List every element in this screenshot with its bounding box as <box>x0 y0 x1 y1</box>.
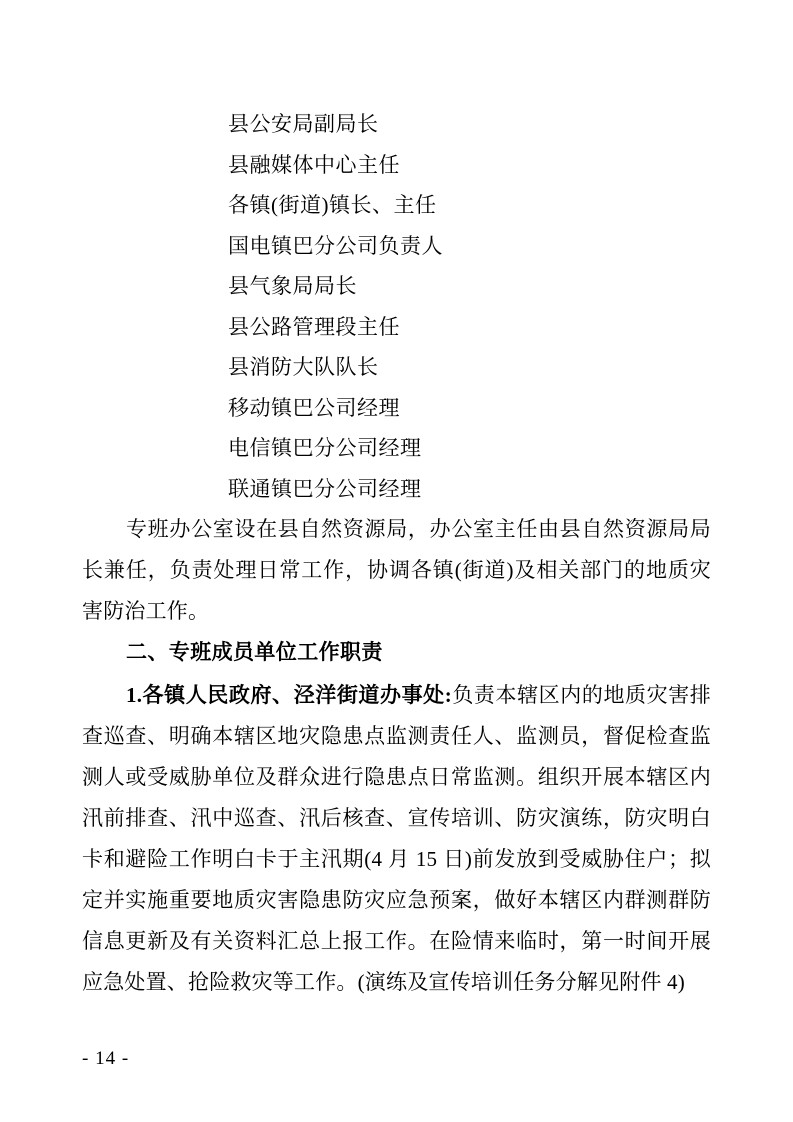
list-item: 移动镇巴公司经理 <box>228 395 400 420</box>
list-item: 各镇(街道)镇长、主任 <box>228 193 437 217</box>
list-item: 县公安局副局长 <box>228 112 379 136</box>
list-item: 国电镇巴分公司负责人 <box>228 233 443 258</box>
item-one-body: 负责本辖区内的地质灾害排查巡查、明确本辖区地灾隐患点监测责任人、监测员，督促检查监测人或受威胁单位及群众进行隐患点日常监测。组织开展本辖区内汛前排查、汛中巡查、汛后核查、宣传培训、防灾演练，防灾明白卡和避险工作明白卡于主汛期(4 月 15 日)前发放到受威胁住户；拟定并实施重要地质灾害隐患防灾应急预案，做好本辖区内群测群防信息更新及有关资料汇总上报工作。在险情来临时，第一时间开展应急处置、抢险救灾等工作。(演练及宣传培训任务分解见附件 4) <box>82 683 711 994</box>
list-item: 县融媒体中心主任 <box>228 152 400 177</box>
paragraph-office-setup: 专班办公室设在县自然资源局，办公室主任由县自然资源局局长兼任，负责处理日常工作，协调各镇(街道)及相关部门的地质灾害防治工作。 <box>82 517 711 623</box>
list-item: 联通镇巴分公司经理 <box>228 476 422 501</box>
list-item: 电信镇巴分公司经理 <box>228 436 422 460</box>
list-item: 县消防大队队长 <box>228 355 379 379</box>
roster-list <box>82 104 711 509</box>
list-item: 县公路管理段主任 <box>228 314 400 339</box>
section-heading-two: 二、专班成员单位工作职责 <box>126 640 383 664</box>
item-one-lead: 1.各镇人民政府、泾洋街道办事处: <box>126 683 452 707</box>
page-number: - 14 - <box>82 1048 130 1069</box>
list-item: 县气象局局长 <box>228 274 357 298</box>
paragraph-item-one <box>82 675 711 1003</box>
